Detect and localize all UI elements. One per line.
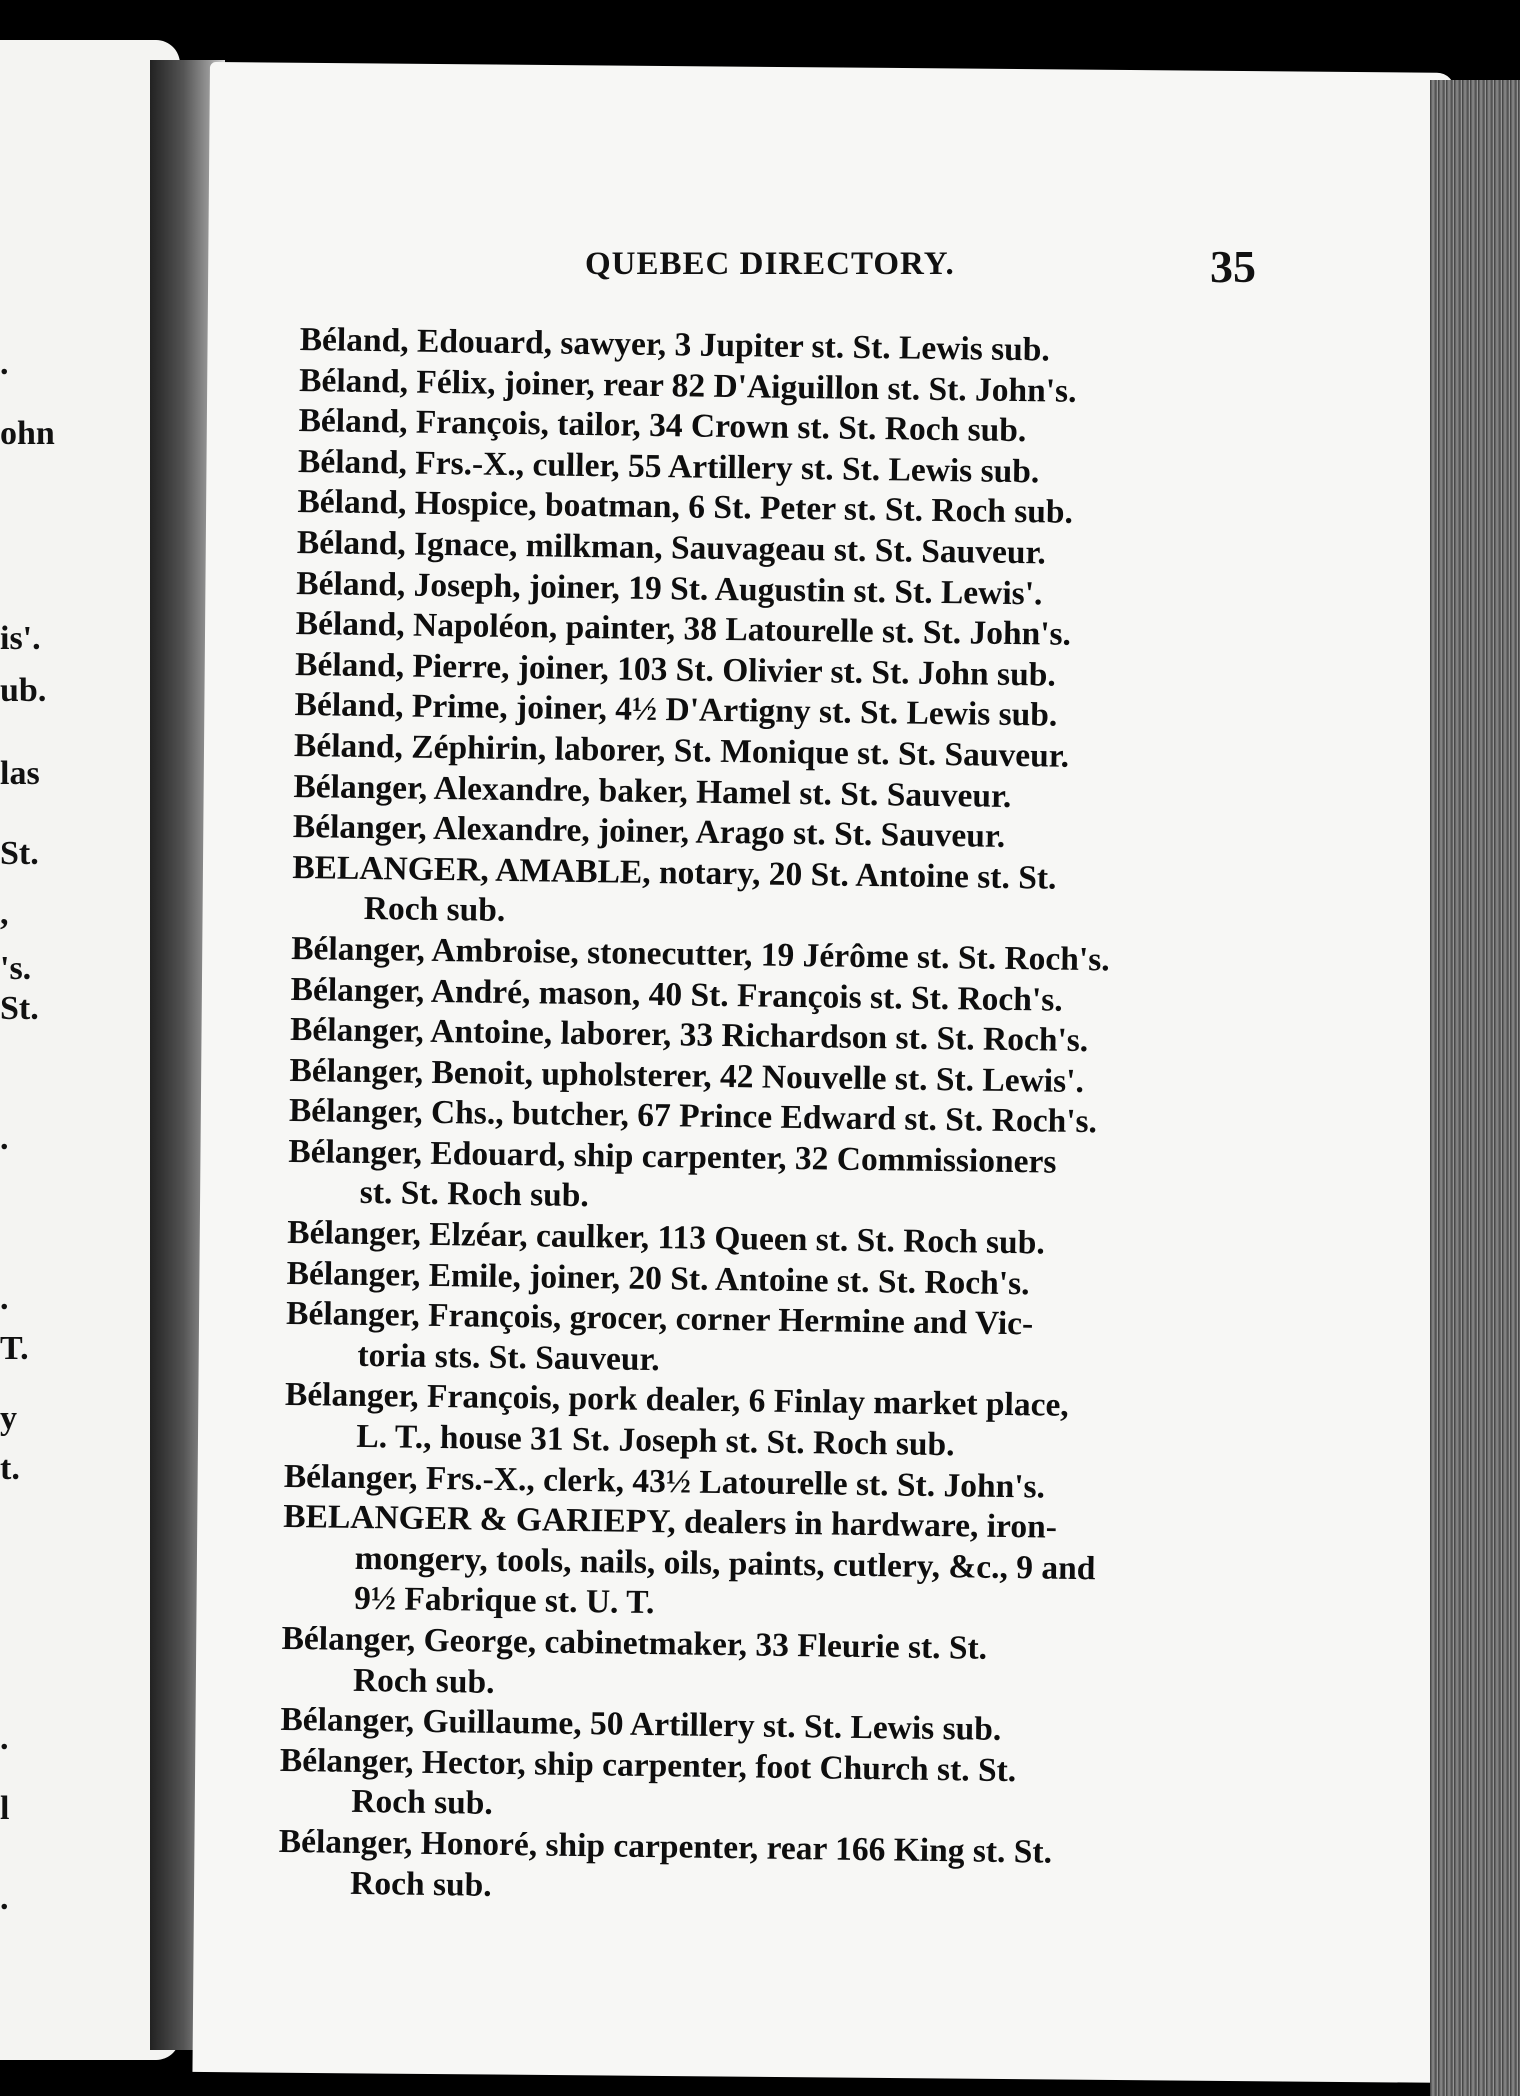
entry-line: Bélanger, Ambroise, stonecutter, 19 Jérôme st. St. Roch's. [290, 929, 1110, 979]
entry-line: Bélanger, Emile, joiner, 20 St. Antoine st. St. Roch's. [286, 1254, 1030, 1302]
left-page-fragment: . [0, 1720, 9, 1757]
entry-line: Bélanger, Alexandre, joiner, Arago st. St. Sauveur. [292, 808, 1006, 856]
page-number: 35 [1210, 241, 1256, 292]
left-page-fragment: ohn [0, 415, 55, 452]
left-page-fragment: t. [0, 1450, 20, 1487]
entry-line: Bélanger, Frs.-X., clerk, 43½ Latourelle st. St. John's. [283, 1457, 1046, 1506]
entry-continuation-line: Roch sub. [352, 1661, 495, 1701]
left-page-fragment: St. [0, 835, 39, 872]
entry-line: Béland, Napoléon, painter, 38 Latourelle st. St. John's. [295, 605, 1072, 653]
directory-entry [279, 1741, 1240, 1836]
entry-line: BELANGER, AMABLE, notary, 20 St. Antoine st. St. [292, 848, 1057, 897]
entry-line: Béland, Edouard, sawyer, 3 Jupiter st. St. Lewis sub. [299, 320, 1051, 369]
entry-line: Béland, Zéphirin, laborer, St. Monique st. St. Sauveur. [293, 726, 1070, 775]
entry-continuation-line: mongery, tools, nails, oils, paints, cutlery, &c., 9 and [354, 1539, 1096, 1588]
left-page-fragment: . [0, 1880, 9, 1917]
left-page-fragment: . [0, 345, 9, 382]
entry-line: Bélanger, Elzéar, caulker, 113 Queen st. St. Roch sub. [287, 1213, 1045, 1262]
directory-entry [281, 1619, 1242, 1714]
entry-line: Béland, Frs.-X., culler, 55 Artillery st. St. Lewis sub. [297, 442, 1040, 491]
entry-continuation-line: Roch sub. [349, 1864, 492, 1904]
running-title: QUEBEC DIRECTORY. [585, 246, 955, 282]
entry-continuation-line: 9½ Fabrique st. U. T. [353, 1580, 655, 1622]
entry-line: Bélanger, George, cabinetmaker, 33 Fleurie st. St. [281, 1619, 988, 1667]
left-page-fragment: is'. [0, 620, 41, 657]
entry-continuation-line: st. St. Roch sub. [359, 1174, 590, 1215]
left-page-fragment: . [0, 1280, 9, 1317]
entry-line: Bélanger, Honoré, ship carpenter, rear 166 King st. St. [278, 1822, 1053, 1871]
entry-continuation-line: Roch sub. [351, 1783, 494, 1823]
entry-line: Béland, Félix, joiner, rear 82 D'Aiguillon st. St. John's. [298, 361, 1077, 410]
left-page-fragment: y [0, 1400, 17, 1437]
entry-continuation-line: Roch sub. [363, 890, 506, 930]
left-page-fragment: T. [0, 1330, 29, 1367]
entry-continuation-line: L. T., house 31 St. Joseph st. St. Roch sub. [356, 1417, 955, 1464]
entry-continuation-line: toria sts. St. Sauveur. [357, 1336, 660, 1378]
directory-entries [278, 320, 1260, 1916]
left-page-fragment: . [0, 1120, 9, 1157]
directory-entry [282, 1497, 1244, 1632]
entry-line: Bélanger, Hector, ship carpenter, foot Church st. St. [279, 1741, 1017, 1789]
directory-entry [284, 1375, 1245, 1470]
entry-line: Bélanger, François, grocer, corner Hermine and Vic- [285, 1295, 1034, 1343]
directory-entry [291, 848, 1252, 943]
directory-entry [288, 1132, 1249, 1227]
left-page-fragment: las [0, 755, 40, 792]
entry-line: Béland, François, tailor, 34 Crown st. St. Roch sub. [298, 402, 1027, 450]
left-page-fragment: , [0, 895, 9, 932]
entry-line: Bélanger, Benoit, upholsterer, 42 Nouvelle st. St. Lewis'. [289, 1051, 1085, 1100]
entry-line: Bélanger, André, mason, 40 St. François st. St. Roch's. [290, 970, 1063, 1019]
entry-line: Bélanger, Antoine, laborer, 33 Richardson st. St. Roch's. [289, 1011, 1089, 1060]
entry-line: Béland, Pierre, joiner, 103 St. Olivier st. St. John sub. [294, 645, 1057, 694]
left-page-fragment: ub. [0, 672, 47, 709]
left-page-fragment: 's. [0, 950, 32, 987]
entry-line: Bélanger, François, pork dealer, 6 Finlay market place, [284, 1376, 1069, 1425]
left-page-fragment: St. [0, 990, 39, 1027]
directory-entry [278, 1822, 1239, 1917]
directory-entry [285, 1294, 1246, 1389]
entry-line: Béland, Ignace, milkman, Sauvageau st. St. Sauveur. [296, 523, 1047, 572]
page-stack-edge [1430, 80, 1520, 2096]
entry-line: Bélanger, Chs., butcher, 67 Prince Edward st. St. Roch's. [288, 1092, 1098, 1141]
entry-line: Béland, Joseph, joiner, 19 St. Augustin st. St. Lewis'. [296, 564, 1043, 612]
page-header [375, 241, 1325, 306]
entry-line: Bélanger, Alexandre, baker, Hamel st. St. Sauveur. [293, 767, 1012, 815]
entry-line: Béland, Hospice, boatman, 6 St. Peter st. St. Roch sub. [297, 483, 1074, 532]
entry-line: BELANGER & GARIEPY, dealers in hardware, iron- [283, 1498, 1058, 1546]
entry-line: Béland, Prime, joiner, 4½ D'Artigny st. St. Lewis sub. [294, 686, 1058, 734]
left-page-fragment: l [0, 1790, 10, 1827]
entry-line: Bélanger, Guillaume, 50 Artillery st. St. Lewis sub. [280, 1701, 1002, 1749]
entry-line: Bélanger, Edouard, ship carpenter, 32 Commissioners [288, 1132, 1057, 1181]
